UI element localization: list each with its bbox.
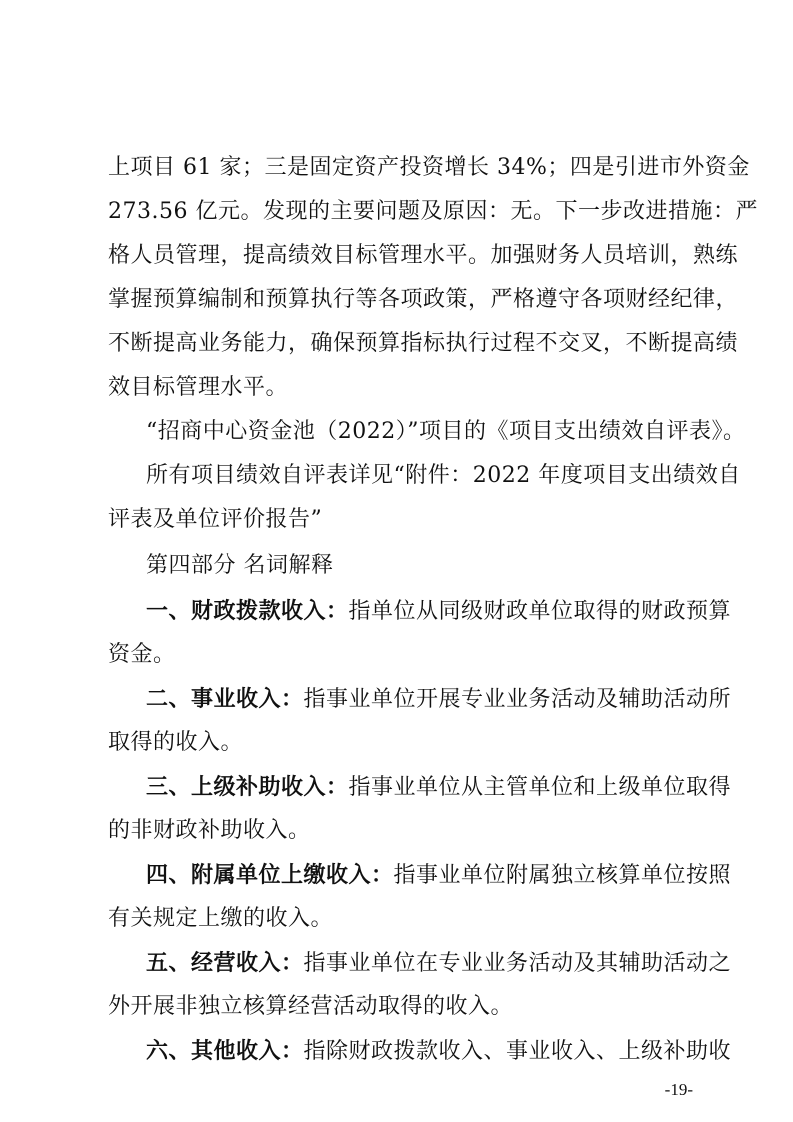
definition-item [146,772,731,803]
definition-text: 资金。 [108,642,176,667]
definition-item [146,684,731,715]
definition-term: 二、事业收入： [146,686,304,712]
body-text-line: 所有项目绩效自评表详见“附件：2022 年度项目支出绩效自 [146,463,741,488]
definition-text: 指事业单位开展专业业务活动及辅助活动所 [303,687,732,712]
definition-text: 有关规定上缴的收入。 [108,906,334,931]
section-title: 第四部分 名词解释 [146,553,334,578]
definition-item [146,860,731,891]
definition-term: 四、附属单位上缴收入： [146,862,394,888]
body-text-line: 掌握预算编制和预算执行等各项政策，严格遵守各项财经纪律， [108,287,739,312]
definition-term: 三、上级补助收入： [146,774,349,800]
body-text-line: 不断提高业务能力，确保预算指标执行过程不交叉，不断提高绩 [108,331,739,356]
body-text-line: 效目标管理水平。 [108,375,289,400]
page-number: -19- [664,1080,693,1099]
definition-term: 一、财政拨款收入： [146,598,349,624]
body-text-line: 上项目 61 家；三是固定资产投资增长 34%；四是引进市外资金 [108,155,750,180]
definition-text: 指事业单位在专业业务活动及其辅助活动之 [303,951,732,976]
definition-term: 六、其他收入： [146,1038,304,1064]
definition-item [146,948,731,979]
definition-item [146,596,731,627]
definition-text: 指除财政拨款收入、事业收入、上级补助收 [303,1039,732,1064]
definition-text: 取得的收入。 [108,730,244,755]
definition-item [146,1036,731,1067]
body-text-line: 评表及单位评价报告” [108,507,323,532]
body-text-line: 格人员管理，提高绩效目标管理水平。加强财务人员培训，熟练 [108,243,739,268]
definition-term: 五、经营收入： [146,950,304,976]
definition-text: 外开展非独立核算经营活动取得的收入。 [108,994,514,1019]
definition-text: 指单位从同级财政单位取得的财政预算 [348,599,732,624]
body-text-line: “招商中心资金池（2022）”项目的《项目支出绩效自评表》。 [146,419,746,444]
definition-text: 的非财政补助收入。 [108,818,311,843]
definition-text: 指事业单位附属独立核算单位按照 [393,863,732,888]
body-text-line: 273.56 亿元。发现的主要问题及原因：无。下一步改进措施：严 [108,199,758,224]
definition-text: 指事业单位从主管单位和上级单位取得 [348,775,732,800]
